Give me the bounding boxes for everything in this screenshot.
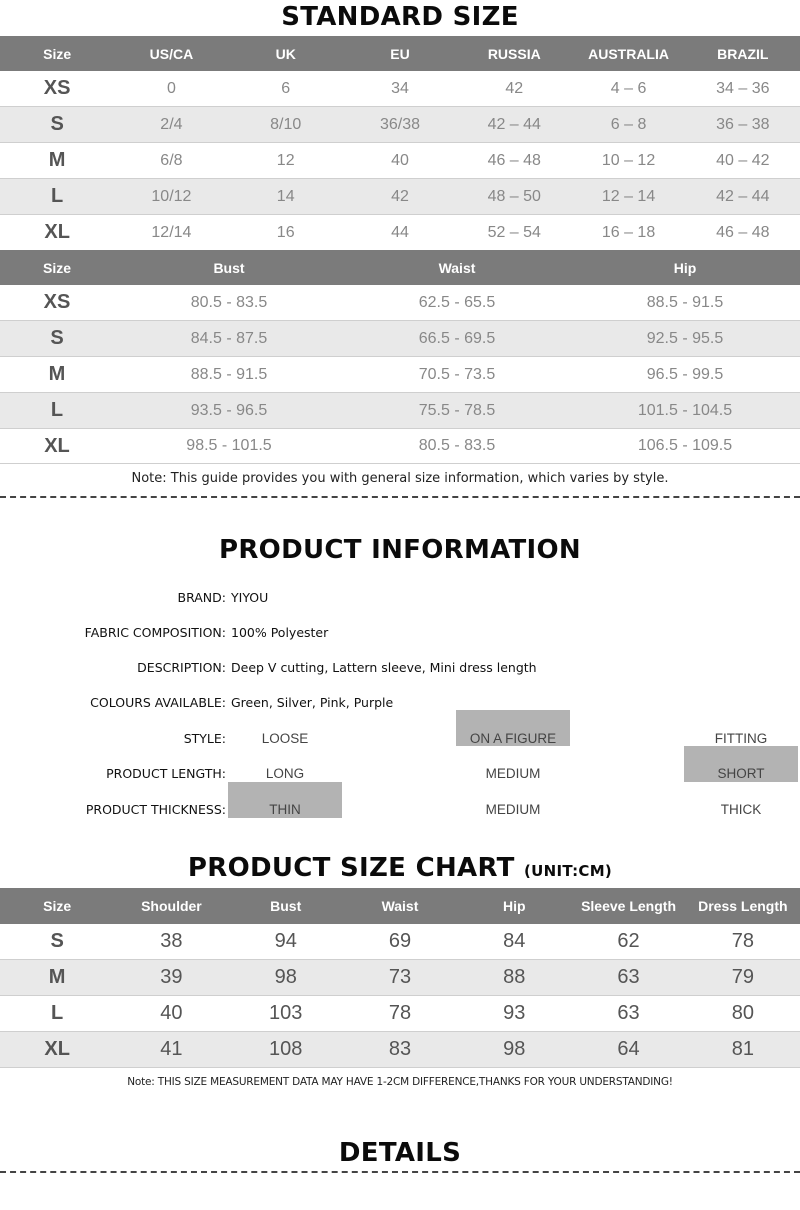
header-waist: Waist	[438, 259, 476, 276]
size-label: M	[48, 149, 66, 171]
header-us-ca: US/CA	[149, 45, 194, 62]
table-row	[0, 393, 800, 429]
table-row	[0, 1032, 800, 1068]
size-label: S	[50, 113, 64, 135]
product-information-title: PRODUCT INFORMATION	[218, 535, 581, 565]
table-cell: 40	[160, 1002, 183, 1024]
table-cell: 42 – 44	[487, 115, 541, 133]
table-row	[0, 960, 800, 996]
header-eu: EU	[390, 45, 410, 62]
table-cell: 88.5 - 91.5	[646, 293, 724, 311]
colours-value: Green, Silver, Pink, Purple	[231, 695, 394, 710]
table-cell: 66.5 - 69.5	[418, 329, 496, 347]
length-option-long: LONG	[265, 766, 305, 781]
table-row	[0, 357, 800, 393]
table-cell: 92.5 - 95.5	[646, 329, 724, 347]
size-label: XL	[44, 221, 70, 243]
size-label: XS	[43, 291, 71, 313]
standard-size-title: STANDARD SIZE	[281, 2, 519, 32]
style-row	[0, 726, 800, 752]
table-cell: 40 – 42	[716, 151, 770, 169]
thickness-row	[0, 797, 800, 823]
size-chart-title-text: PRODUCT SIZE CHART	[187, 853, 515, 883]
length-row	[0, 761, 800, 787]
brand-row	[0, 585, 800, 611]
size-label: S	[50, 327, 64, 349]
table-row	[0, 321, 800, 357]
size-label: M	[48, 966, 66, 988]
table-cell: 36/38	[379, 115, 420, 133]
table-cell: 34 – 36	[716, 79, 770, 97]
table-cell: 80.5 - 83.5	[190, 293, 268, 311]
table-row	[0, 71, 800, 107]
size-label: L	[50, 399, 64, 421]
size-chart-unit: (UNIT:CM)	[524, 862, 613, 880]
description-label: DESCRIPTION:	[137, 660, 226, 675]
header-size: Size	[43, 898, 72, 914]
fabric-label: FABRIC COMPOSITION:	[84, 625, 226, 640]
fabric-row	[0, 620, 800, 646]
table-cell: 42 – 44	[716, 187, 770, 205]
header-uk: UK	[275, 45, 296, 62]
header-australia: AUSTRALIA	[588, 45, 669, 62]
table-cell: 10/12	[151, 187, 192, 205]
product-size-chart-title	[0, 853, 800, 883]
table-cell: 93	[503, 1002, 526, 1024]
header-russia: RUSSIA	[487, 45, 541, 62]
table-cell: 98	[274, 966, 297, 988]
table-cell: 88.5 - 91.5	[190, 365, 268, 383]
table-cell: 41	[160, 1038, 183, 1060]
thickness-label: PRODUCT THICKNESS:	[85, 802, 226, 817]
table-cell: 8/10	[270, 115, 302, 133]
header-shoulder: Shoulder	[141, 898, 202, 914]
table-cell: 12/14	[151, 223, 192, 241]
table-cell: 6	[281, 79, 291, 97]
thickness-option-thin: THIN	[269, 802, 301, 817]
table-row	[0, 107, 800, 143]
table-row	[0, 285, 800, 321]
size-guide-note: Note: This guide provides you with general size information, which varies by style.	[131, 471, 669, 486]
header-dress-length: Dress Length	[698, 898, 788, 914]
table-cell: 96.5 - 99.5	[646, 365, 724, 383]
body-measurement-header	[0, 250, 800, 285]
table-cell: 46 – 48	[716, 223, 770, 241]
header-bust: Bust	[213, 259, 245, 276]
table-cell: 39	[160, 966, 183, 988]
header-hip: Hip	[502, 898, 526, 914]
table-cell: 88	[503, 966, 526, 988]
size-label: L	[51, 185, 64, 207]
table-cell: 16	[276, 223, 295, 241]
table-cell: 79	[731, 966, 754, 988]
table-cell: 40	[391, 151, 409, 169]
table-cell: 78	[388, 1002, 412, 1024]
header-hip: Hip	[673, 259, 697, 276]
table-cell: 98.5 - 101.5	[186, 437, 272, 454]
fabric-value: 100% Polyester	[231, 625, 329, 640]
table-cell: 80	[731, 1002, 754, 1024]
table-row	[0, 924, 800, 960]
table-cell: 84	[503, 930, 526, 952]
table-cell: 103	[269, 1002, 303, 1024]
header-size: Size	[43, 45, 72, 62]
header-bust: Bust	[270, 898, 302, 914]
size-label: XL	[44, 434, 70, 457]
table-cell: 16 – 18	[601, 223, 656, 241]
header-sleeve-length: Sleeve Length	[581, 898, 676, 914]
table-cell: 6/8	[160, 151, 183, 169]
table-cell: 36 – 38	[716, 115, 770, 133]
description-value: Deep V cutting, Lattern sleeve, Mini dress length	[231, 660, 537, 675]
size-label: XS	[43, 77, 71, 99]
table-cell: 48 – 50	[487, 187, 541, 205]
header-brazil: BRAZIL	[717, 45, 769, 62]
table-cell: 46 – 48	[487, 151, 541, 169]
size-label: M	[48, 363, 66, 385]
table-cell: 93.5 - 96.5	[190, 401, 268, 419]
table-cell: 70.5 - 73.5	[418, 365, 496, 383]
table-cell: 2/4	[160, 115, 183, 133]
table-row	[0, 429, 800, 464]
table-cell: 14	[276, 187, 295, 205]
style-option-fitting: FITTING	[714, 731, 768, 746]
standard-size-header	[0, 36, 800, 71]
table-cell: 62	[617, 930, 640, 952]
table-cell: 69	[388, 930, 412, 952]
size-chart-note: Note: THIS SIZE MEASUREMENT DATA MAY HAVE 1-2CM DIFFERENCE,THANKS FOR YOUR UNDERSTANDING!	[127, 1076, 673, 1088]
thickness-option-thick: THICK	[720, 802, 762, 817]
table-cell: 42	[391, 187, 409, 205]
table-cell: 73	[388, 966, 412, 988]
size-label: XL	[44, 1038, 70, 1060]
table-row	[0, 143, 800, 179]
table-cell: 106.5 - 109.5	[637, 437, 733, 454]
colours-row	[0, 690, 800, 716]
table-cell: 63	[617, 1002, 640, 1024]
header-waist: Waist	[381, 898, 419, 914]
table-cell: 0	[166, 79, 176, 97]
table-cell: 98	[503, 1038, 526, 1060]
table-cell: 62.5 - 65.5	[418, 293, 496, 311]
brand-label: BRAND:	[177, 590, 226, 605]
size-chart-header	[0, 888, 800, 924]
table-cell: 42	[505, 79, 524, 97]
thickness-option-medium: MEDIUM	[485, 802, 541, 817]
size-label: L	[51, 1002, 64, 1024]
style-option-on-a-figure: ON A FIGURE	[469, 731, 557, 746]
style-option-loose: LOOSE	[261, 731, 309, 746]
table-cell: 94	[274, 930, 297, 952]
section-divider	[0, 496, 800, 498]
description-row	[0, 655, 800, 681]
length-option-medium: MEDIUM	[485, 766, 541, 781]
section-divider	[0, 1171, 800, 1173]
table-cell: 6 – 8	[610, 115, 647, 133]
table-cell: 12	[276, 151, 295, 169]
table-cell: 10 – 12	[601, 151, 656, 169]
length-label: PRODUCT LENGTH:	[106, 766, 226, 781]
size-label: S	[50, 930, 64, 952]
table-cell: 12 – 14	[601, 187, 656, 205]
length-option-short: SHORT	[717, 766, 765, 781]
table-cell: 75.5 - 78.5	[418, 401, 496, 419]
table-row	[0, 179, 800, 215]
table-cell: 78	[731, 930, 754, 952]
table-cell: 63	[617, 966, 640, 988]
table-row	[0, 996, 800, 1032]
table-row	[0, 215, 800, 250]
table-cell: 4 – 6	[610, 79, 647, 97]
table-cell: 64	[617, 1038, 640, 1060]
details-title: DETAILS	[338, 1138, 462, 1168]
brand-value: YIYOU	[231, 590, 269, 605]
table-cell: 108	[269, 1038, 303, 1060]
table-cell: 101.5 - 104.5	[637, 401, 733, 419]
colours-label: COLOURS AVAILABLE:	[90, 695, 226, 710]
table-cell: 34	[391, 79, 409, 97]
table-cell: 81	[731, 1038, 754, 1060]
table-cell: 80.5 - 83.5	[418, 437, 496, 454]
header-size: Size	[42, 259, 71, 276]
table-cell: 38	[160, 930, 183, 952]
table-cell: 52 – 54	[487, 223, 541, 241]
table-cell: 84.5 - 87.5	[190, 329, 268, 347]
table-cell: 44	[391, 223, 409, 241]
table-cell: 83	[388, 1038, 412, 1060]
style-label: STYLE:	[183, 731, 226, 746]
